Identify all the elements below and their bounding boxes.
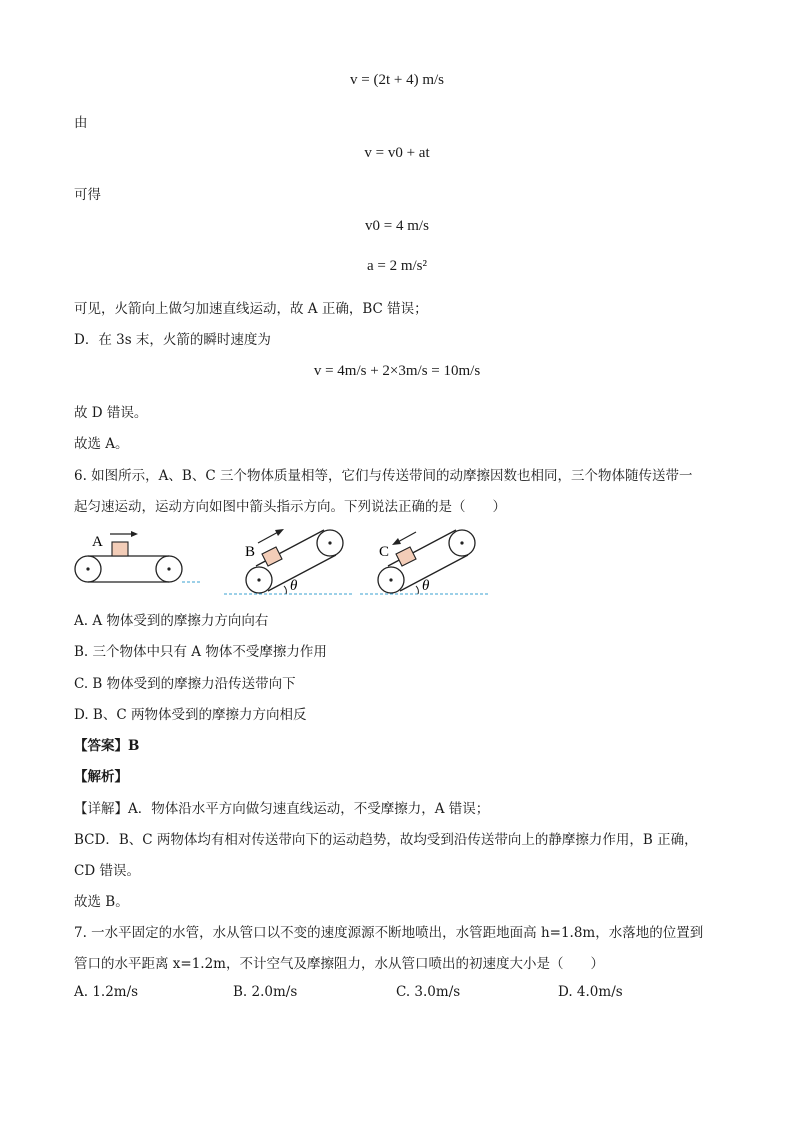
q6-analysis-title: 【解析】 xyxy=(74,769,128,785)
equation-acceleration: a = 2 m/s² xyxy=(366,258,428,274)
q7-stem-line1: 7. 一水平固定的水管，水从管口以不变的速度源源不断地喷出，水管距地面高 h=1.8m，水落地的位置到 xyxy=(74,925,704,941)
text-d-intro: D．在 3s 末，火箭的瞬时速度为 xyxy=(74,332,271,348)
q6-option-c: C. B 物体受到的摩擦力沿传送带向下 xyxy=(74,676,296,692)
text-choose-a: 故选 A。 xyxy=(74,436,129,452)
q6-answer: 【答案】B xyxy=(74,738,140,754)
theta-c: θ xyxy=(422,578,430,594)
q7-option-b: B. 2.0m/s xyxy=(233,984,298,1000)
q6-detail-line2: BCD．B、C 两物体均有相对传送带向下的运动趋势，故均受到沿传送带向上的静摩擦力作用，B 正确， xyxy=(74,832,698,848)
equation-kinematics: v = v0 + at xyxy=(364,145,430,161)
conveyor-c xyxy=(360,530,490,594)
text-conclusion: 可见，火箭向上做匀加速直线运动，故 A 正确，BC 错误； xyxy=(74,301,428,317)
arrow-down-slope-icon xyxy=(392,538,401,545)
text-you: 由 xyxy=(74,115,88,131)
arrow-right-icon xyxy=(131,531,138,537)
q6-detail-line3: CD 错误。 xyxy=(74,863,140,879)
q7-stem-line2: 管口的水平距离 x=1.2m，不计空气及摩擦阻力，水从管口喷出的初速度大小是（ ） xyxy=(74,956,604,972)
block-b xyxy=(262,547,282,566)
q7-option-d: D. 4.0m/s xyxy=(558,984,623,1000)
equation-initial-velocity: v0 = 4 m/s xyxy=(365,218,429,234)
text-d-wrong: 故 D 错误。 xyxy=(74,405,148,421)
equation-velocity-function: v = (2t + 4) m/s xyxy=(350,72,444,88)
q6-stem-line2: 起匀速运动，运动方向如图中箭头指示方向。下列说法正确的是（ ） xyxy=(74,499,506,515)
label-c: C xyxy=(379,544,390,560)
block-c xyxy=(396,547,416,566)
q7-option-a: A. 1.2m/s xyxy=(74,984,139,1000)
block-a xyxy=(112,542,128,556)
q6-detail-line1: 【详解】A．物体沿水平方向做匀速直线运动，不受摩擦力，A 错误； xyxy=(74,801,490,817)
label-a: A xyxy=(92,534,103,550)
text-kede: 可得 xyxy=(74,187,101,203)
q6-option-a: A. A 物体受到的摩擦力方向向右 xyxy=(74,613,269,629)
q6-stem-line1: 6. 如图所示，A、B、C 三个物体质量相等，它们与传送带间的动摩擦因数也相同，三个物体随传送带一 xyxy=(74,468,693,484)
equation-instant-velocity: v = 4m/s + 2×3m/s = 10m/s xyxy=(313,363,481,379)
q6-conveyor-figure xyxy=(72,524,502,599)
theta-b: θ xyxy=(290,578,298,594)
q7-option-c: C. 3.0m/s xyxy=(396,984,461,1000)
label-b: B xyxy=(245,544,256,560)
q6-choose: 故选 B。 xyxy=(74,894,129,910)
q6-option-b: B. 三个物体中只有 A 物体不受摩擦力作用 xyxy=(74,644,327,660)
arrow-up-slope-icon xyxy=(275,529,284,536)
q6-option-d: D. B、C 两物体受到的摩擦力方向相反 xyxy=(74,707,307,723)
conveyor-b xyxy=(224,529,354,594)
conveyor-a xyxy=(75,531,200,582)
